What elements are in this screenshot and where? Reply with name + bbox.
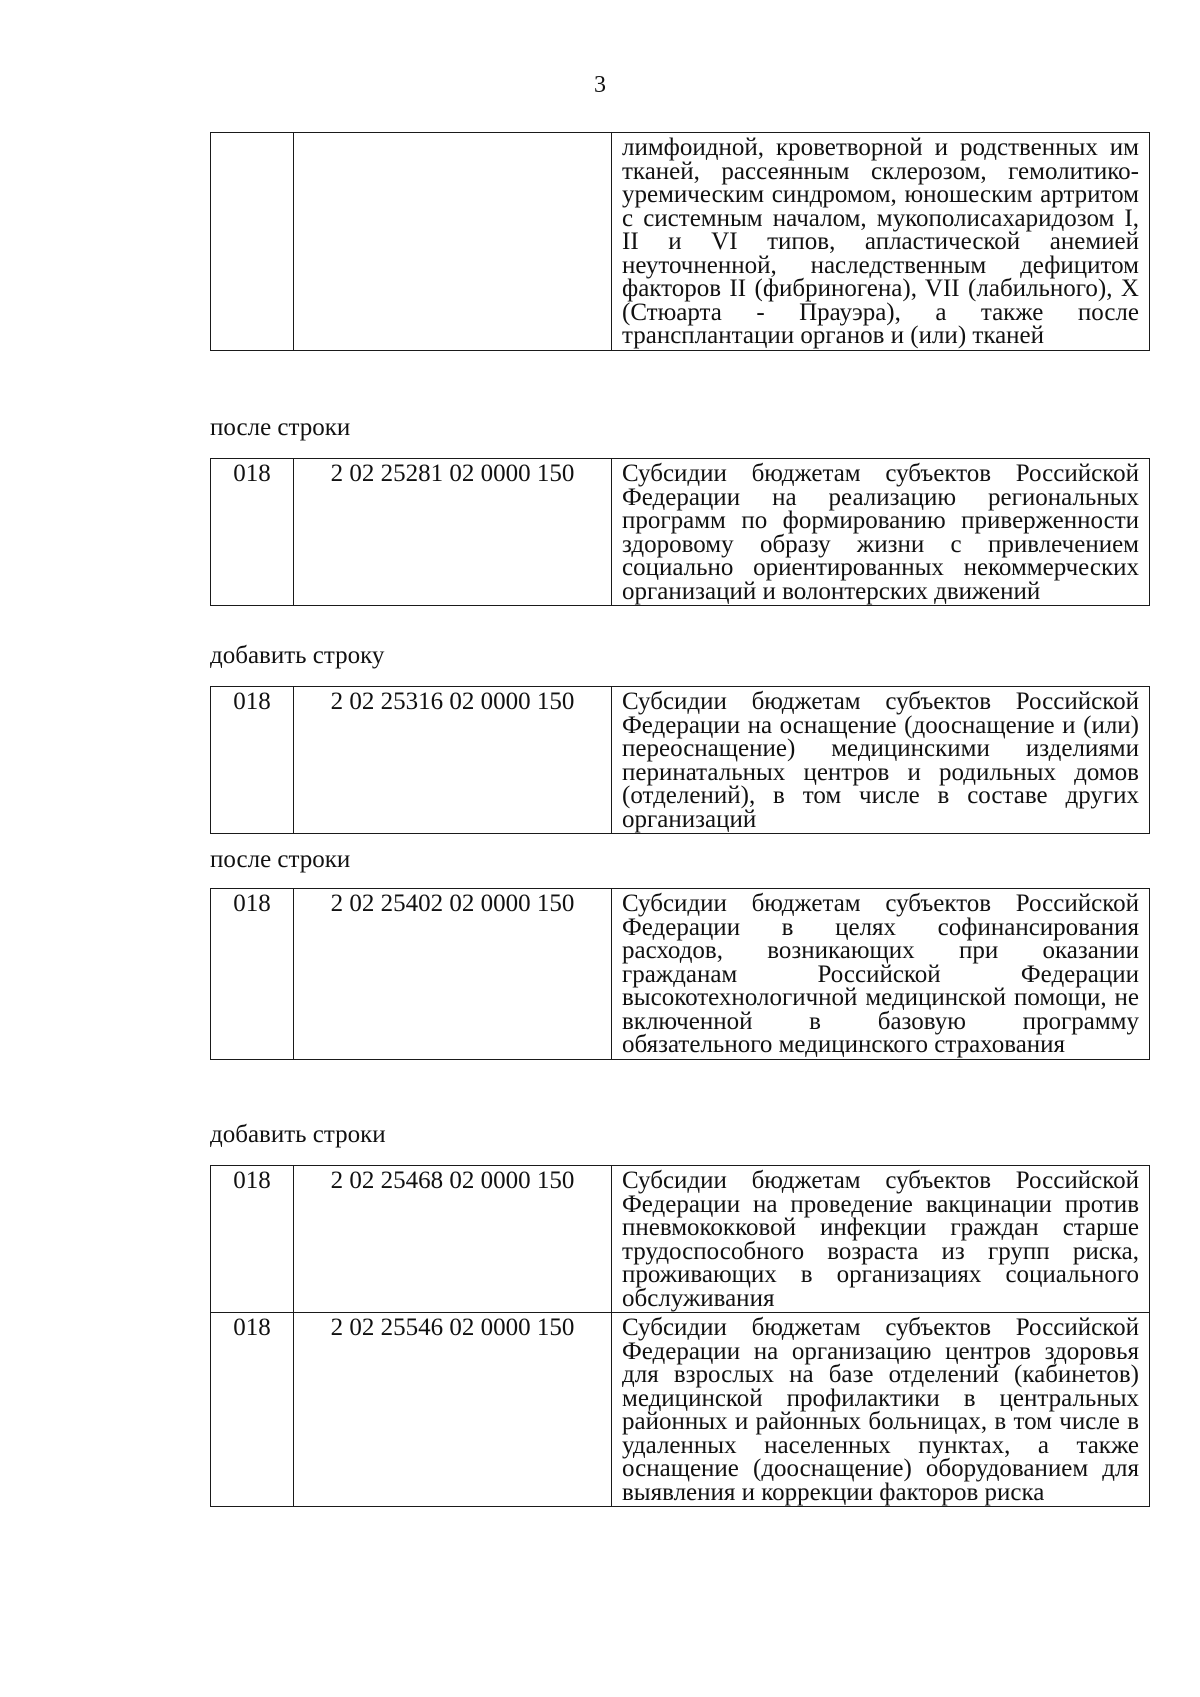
kbk-cell xyxy=(294,133,612,351)
instruction-text: добавить строки xyxy=(210,1121,386,1148)
kbk-cell: 2 02 25316 02 0000 150 xyxy=(294,687,612,834)
code-cell: 018 xyxy=(211,687,294,834)
description-cell: Субсидии бюджетам субъектов Российской Федерации в целях софинансирования расходов, возникающих при оказании гражданам Российской Федерации высокотехнологичной медицинской помощи, не включенной в базовую программу обязательного медицинского страхования xyxy=(612,889,1150,1060)
continued-table xyxy=(210,132,1150,351)
code-cell: 018 xyxy=(211,889,294,1060)
budget-table xyxy=(210,888,1150,1060)
kbk-cell: 2 02 25402 02 0000 150 xyxy=(294,889,612,1060)
table-row xyxy=(211,687,1150,834)
description-cell: лимфоидной, кроветворной и родственных им тканей, рассеянным склерозом, гемолитико-уремическим синдромом, юношеским артритом с системным началом, мукополисахаридозом I, II и VI типов, апластической анемией неуточненной, наследственным дефицитом факторов II (фибриногена), VII (лабильного), X (Стюарта - Прауэра), а также после трансплантации органов и (или) тканей xyxy=(612,133,1150,351)
code-cell: 018 xyxy=(211,1313,294,1507)
page-number: 3 xyxy=(594,72,606,98)
budget-table xyxy=(210,686,1150,834)
table-row xyxy=(211,133,1150,351)
instruction-text: добавить строку xyxy=(210,642,385,669)
table-row xyxy=(211,1166,1150,1313)
instruction-text: после строки xyxy=(210,414,351,441)
budget-table xyxy=(210,1165,1150,1507)
code-cell xyxy=(211,133,294,351)
description-cell: Субсидии бюджетам субъектов Российской Федерации на оснащение (дооснащение и (или) переоснащение) медицинскими изделиями перинатальных центров и родильных домов (отделений), в том числе в составе других организаций xyxy=(612,687,1150,834)
kbk-cell: 2 02 25546 02 0000 150 xyxy=(294,1313,612,1507)
description-cell: Субсидии бюджетам субъектов Российской Федерации на реализацию региональных программ по формированию приверженности здоровому образу жизни с привлечением социально ориентированных некоммерческих организаций и волонтерских движений xyxy=(612,459,1150,606)
description-cell: Субсидии бюджетам субъектов Российской Федерации на проведение вакцинации против пневмококковой инфекции граждан старше трудоспособного возраста из групп риска, проживающих в организациях социального обслуживания xyxy=(612,1166,1150,1313)
code-cell: 018 xyxy=(211,459,294,606)
kbk-cell: 2 02 25281 02 0000 150 xyxy=(294,459,612,606)
instruction-text: после строки xyxy=(210,846,351,873)
kbk-cell: 2 02 25468 02 0000 150 xyxy=(294,1166,612,1313)
code-cell: 018 xyxy=(211,1166,294,1313)
description-cell: Субсидии бюджетам субъектов Российской Федерации на организацию центров здоровья для взрослых на базе отделений (кабинетов) медицинской профилактики в центральных районных и районных больницах, в том числе в удаленных населенных пунктах, а также оснащение (дооснащение) оборудованием для выявления и коррекции факторов риска xyxy=(612,1313,1150,1507)
table-row xyxy=(211,889,1150,1060)
table-row xyxy=(211,459,1150,606)
table-row xyxy=(211,1313,1150,1507)
budget-table xyxy=(210,458,1150,606)
